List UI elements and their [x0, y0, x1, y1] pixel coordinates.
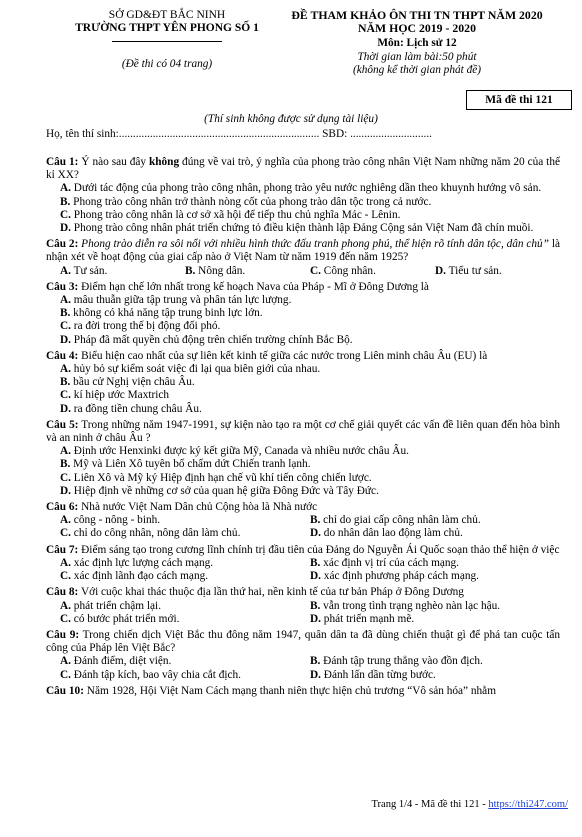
exam-title: ĐỀ THAM KHẢO ÔN THI TN THPT NĂM 2020 — [291, 8, 543, 22]
student-info-line: Họ, tên thí sinh:....................................................................... SBD: ............................. — [46, 128, 432, 140]
footer-text: Trang 1/4 - Mã đề thi 121 - — [371, 799, 489, 810]
header-rule — [112, 41, 222, 42]
option-a: A. phát triển chậm lại. — [60, 599, 162, 612]
question-list — [46, 156, 560, 701]
page-footer — [372, 798, 569, 811]
options-row — [46, 265, 560, 278]
no-materials-note: (Thí sinh không được sử dụng tài liệu) — [204, 113, 378, 125]
options-row-1 — [46, 514, 560, 527]
time-limit: Thời gian làm bài:50 phút — [357, 50, 477, 63]
option-c: C. ra đời trong thế bị động đối phó. — [60, 320, 221, 333]
option-c: C. Liên Xô và Mỹ ký Hiệp định hạn chế vũ khí tiến công chiến lược. — [60, 471, 372, 484]
question-7: Câu 7: Điểm sáng tạo trong cương lĩnh chính trị đầu tiên của Đảng do Nguyễn Ái Quốc soạn thảo thể hiện ở việc A. xác định lực lượng cách mạng. B. xác định vị trí của cách mạng. C. xác định lãnh đạo cách mạng. D. xác định phương pháp cách mạng. — [46, 543, 560, 583]
options-row-1 — [46, 557, 560, 570]
option-a: A. mâu thuẫn giữa tập trung và phân tán lực lượng. — [60, 294, 292, 307]
option-c: C. chỉ do công nhân, nông dân làm chủ. — [60, 527, 241, 540]
option-b: B. chỉ do giai cấp công nhân làm chủ. — [310, 514, 481, 527]
option-b: B. không có khả năng tập trung binh lực lớn. — [60, 307, 263, 320]
option-a: A. xác định lực lượng cách mạng. — [60, 556, 214, 569]
option-a: A. Định ước Henxinki được ký kết giữa Mỹ, Canada và nhiều nước châu Âu. — [60, 445, 409, 458]
option-d: D. Hiệp định về những cơ sở của quan hệ giữa Đông Đức và Tây Đức. — [60, 484, 379, 497]
option-a: A. Dưới tác động của phong trào công nhân, phong trào yêu nước nghiêng dần theo khuynh hướng vô sản. — [60, 182, 542, 195]
option-c: C. Công nhân. — [310, 264, 376, 277]
option-b: B. Đánh tập trung thẳng vào đồn địch. — [310, 655, 483, 668]
exam-code-box: Mã đề thi 121 — [466, 90, 572, 110]
option-c: C. kí hiệp ước Maxtrich — [60, 389, 170, 402]
option-a: A. Tư sản. — [60, 264, 108, 277]
option-d: D. Pháp đã mất quyền chủ động trên chiến trường chính Bắc Bộ. — [60, 333, 353, 346]
school-year: NĂM HỌC 2019 - 2020 — [358, 21, 476, 36]
options-row-2 — [46, 570, 560, 583]
option-d: D. do nhân dân lao động làm chủ. — [310, 527, 463, 540]
option-b: B. xác định vị trí của cách mạng. — [310, 556, 460, 569]
option-b: B. vẫn trong tình trạng nghèo nàn lạc hậu. — [310, 599, 501, 612]
option-d: D. ra đồng tiền chung châu Âu. — [60, 402, 202, 415]
option-b: B. Nông dân. — [185, 264, 246, 277]
subject: Môn: Lịch sử 12 — [377, 37, 457, 50]
option-b: B. Phong trào công nhân trở thành nòng cốt của phong trào dân tộc trong cả nước. — [60, 195, 432, 208]
department-name: SỞ GD&ĐT BẮC NINH — [108, 9, 226, 21]
header-right — [262, 9, 572, 77]
option-c: C. xác định lãnh đạo cách mạng. — [60, 570, 209, 583]
option-a: A. hủy bỏ sự kiểm soát việc đi lại qua biên giới của nhau. — [60, 363, 321, 376]
header-left — [62, 9, 272, 72]
question-6: Câu 6: Nhà nước Việt Nam Dân chủ Cộng hòa là Nhà nước A. công - nông - binh. B. chỉ do giai cấp công nhân làm chủ. C. chỉ do công nhân, nông dân làm chủ. D. do nhân dân lao động làm chủ. — [46, 501, 560, 541]
question-8: Câu 8: Với cuộc khai thác thuộc địa lần thứ hai, nền kinh tế của tư bản Pháp ở Đông Dương A. phát triển chậm lại. B. vẫn trong tình trạng nghèo nàn lạc hậu. C. có bước phát triển mới. D. phát triển mạnh mẽ. — [46, 586, 560, 626]
option-c: C. có bước phát triển mới. — [60, 612, 180, 625]
options-row-2 — [46, 527, 560, 540]
options-row-2 — [46, 669, 560, 682]
school-name: TRƯỜNG THPT YÊN PHONG SỐ 1 — [75, 22, 259, 35]
footer-link[interactable]: https://thi247.com/ — [488, 799, 568, 810]
question-5: Câu 5: Trong những năm 1947-1991, sự kiện nào tạo ra một cơ chế giải quyết các vấn đề liên quan đến hòa bình và an ninh ở châu Âu ? A. Định ước Henxinki được ký kết giữa Mỹ, Canada và nhiều nước châu Âu. B. Mỹ và Liên Xô tuyên bố chấm dứt Chiến tranh lạnh. C. Liên Xô và Mỹ ký Hiệp định hạn chế vũ khí tiến công chiến lược. D. Hiệp định về những cơ sở của quan hệ giữa Đông Đức và Tây Đức. — [46, 418, 560, 497]
option-b: B. Mỹ và Liên Xô tuyên bố chấm dứt Chiến tranh lạnh. — [60, 458, 311, 471]
option-d: D. Tiểu tư sản. — [435, 264, 502, 277]
option-d: D. Đánh lấn dần từng bước. — [310, 668, 436, 681]
question-2: Câu 2: Phong trào diễn ra sôi nổi với nhiều hình thức đấu tranh phong phú, thể hiện rõ tính dân tộc, dân chủ” là nhận xét về hoạt động của giai cấp nào ở Việt Nam từ năm 1919 đến năm 1925? A. Tư sản. B. Nông dân. C. Công nhân. D. Tiểu tư sản. — [46, 238, 560, 277]
question-3: Câu 3: Điểm hạn chế lớn nhất trong kế hoạch Nava của Pháp - Mĩ ở Đông Dương là A. mâu thuẫn giữa tập trung và phân tán lực lượng. B. không có khả năng tập trung binh lực lớn. C. ra đời trong thế bị động đối phó. D. Pháp đã mất quyền chủ động trên chiến trường chính Bắc Bộ. — [46, 281, 560, 347]
time-note: (không kể thời gian phát đề) — [352, 63, 482, 76]
page-count-note: (Đề thi có 04 trang) — [121, 58, 213, 71]
option-a: A. Đánh điểm, diệt viện. — [60, 655, 172, 668]
options-row-1 — [46, 600, 560, 613]
question-1: Câu 1: Ý nào sau đây không đúng về vai trò, ý nghĩa của phong trào công nhân Việt Nam những năm 20 của thế kỉ XX? A. Dưới tác động của phong trào công nhân, phong trào yêu nước nghiêng dần theo khuynh hướng vô sản. B. Phong trào công nhân trở thành nòng cốt của phong trào dân tộc trong cả nước. C. Phong trào công nhân là cơ sở xã hội để tiếp thu chủ nghĩa Mác - Lênin. D. Phong trào công nhân phát triển chứng tỏ điều kiện thành lập Đảng Cộng sản Việt Nam đã chín muồi. — [46, 156, 560, 235]
question-9: Câu 9: Trong chiến dịch Việt Bắc thu đông năm 1947, quân dân ta đã dùng chiến thuật gì để phá tan cuộc tấn công của Pháp lên Việt Bắc? A. Đánh điểm, diệt viện. B. Đánh tập trung thẳng vào đồn địch. C. Đánh tập kích, bao vây chia cắt địch. D. Đánh lấn dần từng bước. — [46, 628, 561, 681]
option-a: A. công - nông - binh. — [60, 514, 161, 527]
option-d: D. xác định phương pháp cách mạng. — [310, 570, 479, 583]
option-b: B. bầu cử Nghị viện châu Âu. — [60, 376, 195, 389]
option-c: C. Đánh tập kích, bao vây chia cắt địch. — [60, 668, 242, 681]
option-d: D. Phong trào công nhân phát triển chứng tỏ điều kiện thành lập Đảng Cộng sản Việt Nam đã chín muồi. — [60, 222, 534, 235]
option-c: C. Phong trào công nhân là cơ sở xã hội để tiếp thu chủ nghĩa Mác - Lênin. — [60, 208, 401, 221]
options-row-1 — [46, 655, 560, 668]
question-4: Câu 4: Biểu hiện cao nhất của sự liên kết kinh tế giữa các nước trong Liên minh châu Âu (EU) là A. hủy bỏ sự kiểm soát việc đi lại qua biên giới của nhau. B. bầu cử Nghị viện châu Âu. C. kí hiệp ước Maxtrich D. ra đồng tiền chung châu Âu. — [46, 350, 560, 416]
option-d: D. phát triển mạnh mẽ. — [310, 612, 415, 625]
options-row-2 — [46, 613, 560, 626]
question-10: Câu 10: Năm 1928, Hội Việt Nam Cách mạng thanh niên thực hiện chủ trương “Vô sản hóa” nhằm — [46, 684, 496, 697]
